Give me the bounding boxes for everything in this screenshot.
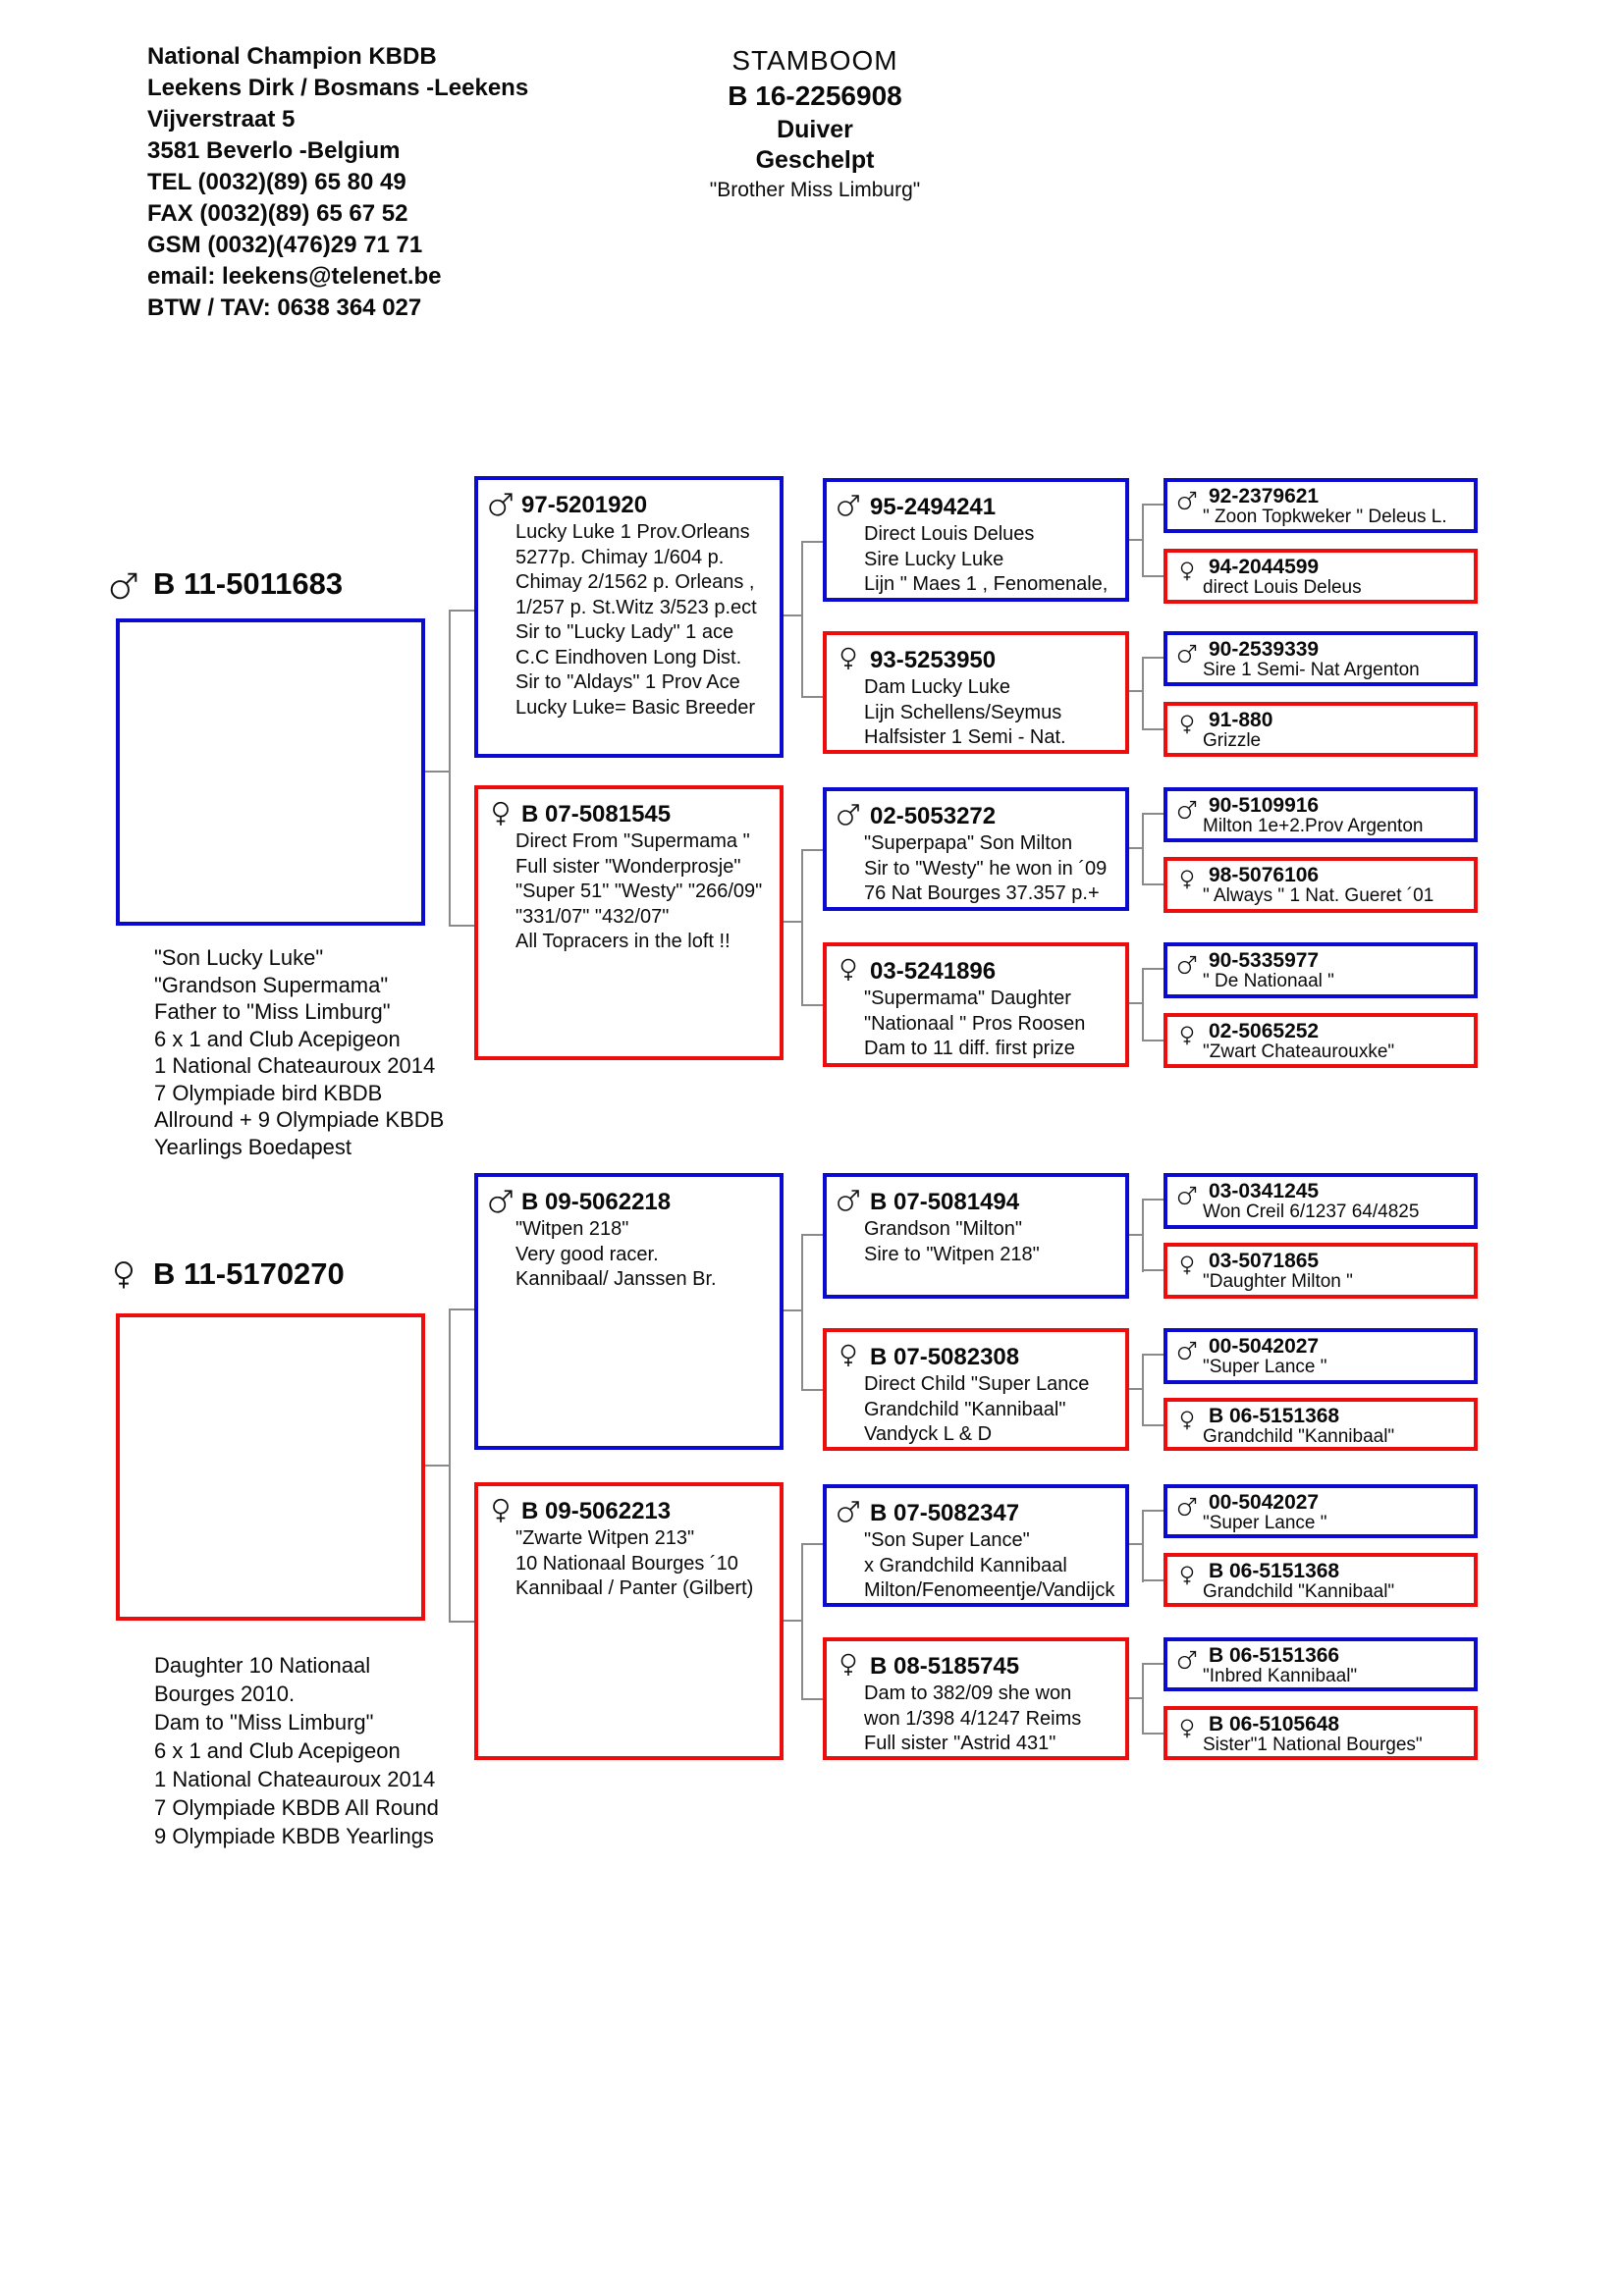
female-symbol-icon: [836, 957, 861, 988]
note-line: "Super Lance ": [1203, 1513, 1327, 1533]
note-line: Dam to 382/09 she won: [864, 1682, 1072, 1704]
document-title: STAMBOOM: [731, 45, 898, 76]
pedigree-box-ggp-8: [1163, 1013, 1478, 1068]
connector: [1142, 1663, 1163, 1665]
male-symbol-icon: [1176, 1340, 1198, 1366]
pedigree-box-ggp-15: [1163, 1637, 1478, 1691]
note-line: Yearlings Boedapest: [154, 1134, 352, 1159]
pedigree-box-grandparent-8: [823, 1637, 1129, 1760]
ring-number: B 09-5062213: [521, 1498, 672, 1524]
connector: [1142, 1510, 1144, 1582]
pedigree-box-grandparent-1: [823, 478, 1129, 602]
note-line: All Topracers in the loft !!: [515, 931, 730, 952]
note-line: Milton/Fenomeentje/Vandijck: [864, 1579, 1115, 1601]
note-line: 1 National Chateauroux 2014: [154, 1053, 436, 1078]
note-line: Daughter 10 Nationaal: [154, 1653, 371, 1678]
pedigree-box-sire-dam: [474, 785, 784, 1060]
note-line: 1 National Chateauroux 2014: [154, 1767, 436, 1791]
ring-number: 90-5335977: [1209, 949, 1320, 972]
connector: [1142, 657, 1163, 659]
note-line: Sire 1 Semi- Nat Argenton: [1203, 660, 1420, 680]
note-line: 76 Nat Bourges 37.357 p.+: [864, 882, 1100, 904]
note-line: "Nationaal " Pros Roosen: [864, 1012, 1086, 1035]
pedigree-box-grandparent-2: [823, 631, 1129, 754]
ring-number: 97-5201920: [521, 492, 648, 518]
male-symbol-icon: [1176, 799, 1198, 826]
connector: [425, 771, 451, 773]
connector: [1142, 504, 1144, 577]
note-line: "Son Lucky Luke": [154, 945, 324, 970]
ring-number: B 07-5081494: [870, 1189, 1020, 1215]
note-line: Sister"1 National Bourges": [1203, 1735, 1423, 1755]
note-line: Direct From "Supermama ": [515, 830, 750, 852]
ring-number: B 06-5151368: [1209, 1405, 1340, 1427]
connector: [1142, 968, 1163, 970]
connector: [1142, 1354, 1163, 1356]
note-line: "Witpen 218": [515, 1218, 629, 1240]
connector: [801, 1543, 803, 1700]
ring-number: 00-5042027: [1209, 1491, 1320, 1514]
connector: [1142, 1733, 1163, 1735]
note-line: Sir to "Aldays" 1 Prov Ace: [515, 671, 740, 693]
note-line: "Son Super Lance": [864, 1529, 1030, 1551]
ring-number: 90-5109916: [1209, 794, 1320, 817]
note-line: Bourges 2010.: [154, 1682, 296, 1706]
connector: [425, 1465, 451, 1467]
male-symbol-icon: [1176, 643, 1198, 669]
subject-sex-label: Duiver: [777, 116, 853, 143]
pedigree-box-ggp-13: [1163, 1484, 1478, 1538]
note-line: " Always " 1 Nat. Gueret ´01: [1203, 885, 1434, 906]
connector: [801, 1698, 823, 1700]
connector: [784, 614, 803, 616]
ring-number: 92-2379621: [1209, 485, 1320, 507]
female-symbol-icon: [836, 1343, 861, 1373]
ring-number: B 06-5105648: [1209, 1713, 1340, 1735]
note-line: 10 Nationaal Bourges ´10: [515, 1552, 738, 1575]
note-line: Sire to "Witpen 218": [864, 1243, 1040, 1265]
connector: [449, 610, 474, 612]
pedigree-box-ggp-14: [1163, 1553, 1478, 1607]
pedigree-box-grandparent-5: [823, 1173, 1129, 1299]
female-symbol-icon: [1176, 1025, 1198, 1051]
note-line: Sir to "Lucky Lady" 1 ace: [515, 621, 734, 643]
connector: [1142, 728, 1163, 730]
loft-header-line: GSM (0032)(476)29 71 71: [147, 232, 423, 258]
sire-photo-placeholder: [116, 618, 425, 926]
note-line: Dam Lucky Luke: [864, 676, 1010, 698]
connector: [449, 610, 451, 927]
loft-header-line: BTW / TAV: 0638 364 027: [147, 294, 422, 321]
female-symbol-icon: [836, 646, 861, 676]
ring-number: 91-880: [1209, 709, 1273, 731]
connector: [801, 1234, 823, 1236]
note-line: "Super 51" "Westy" "266/09": [515, 881, 763, 902]
note-line: won 1/398 4/1247 Reims: [864, 1707, 1082, 1730]
loft-header-line: National Champion KBDB: [147, 43, 437, 70]
sire-notes: [154, 944, 444, 1160]
loft-header-line: 3581 Beverlo -Belgium: [147, 137, 401, 164]
ring-number: 90-2539339: [1209, 638, 1320, 661]
female-symbol-icon: [1176, 869, 1198, 895]
note-line: Allround + 9 Olympiade KBDB: [154, 1107, 445, 1132]
ring-number: B 07-5081545: [521, 801, 672, 828]
connector: [1142, 1040, 1163, 1041]
note-line: "Daughter Milton ": [1203, 1271, 1353, 1292]
note-line: Direct Louis Delues: [864, 523, 1035, 545]
male-symbol-icon: [836, 1499, 861, 1529]
note-line: 9 Olympiade KBDB Yearlings: [154, 1824, 434, 1848]
note-line: "Grandson Supermama": [154, 972, 389, 997]
note-line: Direct Child "Super Lance: [864, 1373, 1090, 1395]
ring-number: 98-5076106: [1209, 864, 1320, 886]
female-symbol-icon: [108, 1259, 139, 1296]
note-line: Full sister "Wonderprosje": [515, 855, 741, 878]
dam-notes: [154, 1651, 439, 1850]
male-symbol-icon: [487, 491, 514, 523]
pedigree-box-ggp-1: [1163, 478, 1478, 533]
note-line: Grandchild "Kannibaal": [864, 1398, 1066, 1420]
loft-header: [147, 41, 528, 324]
pedigree-box-ggp-9: [1163, 1173, 1478, 1229]
loft-header-line: email: leekens@telenet.be: [147, 263, 442, 290]
connector: [801, 696, 823, 698]
ring-number: B 07-5082308: [870, 1344, 1020, 1370]
connector: [1142, 813, 1163, 815]
note-line: Lijn " Maes 1 , Fenomenale,: [864, 573, 1109, 595]
note-line: "Superpapa" Son Milton: [864, 832, 1073, 854]
connector: [1142, 1269, 1163, 1271]
female-symbol-icon: [1176, 1410, 1198, 1436]
male-symbol-icon: [487, 1188, 514, 1220]
note-line: 7 Olympiade KBDB All Round: [154, 1795, 439, 1820]
note-line: direct Louis Deleus: [1203, 577, 1362, 598]
note-line: 7 Olympiade bird KBDB: [154, 1080, 383, 1105]
note-line: "Zwarte Witpen 213": [515, 1527, 695, 1549]
note-line: Vandyck L & D: [864, 1423, 993, 1445]
sire-ring-number: B 11-5011683: [153, 566, 344, 601]
note-line: Full sister "Astrid 431": [864, 1733, 1056, 1754]
connector: [1142, 657, 1144, 730]
ring-number: 00-5042027: [1209, 1335, 1320, 1358]
connector: [1142, 813, 1144, 885]
pedigree-box-ggp-2: [1163, 549, 1478, 604]
connector: [801, 1004, 823, 1006]
note-line: "Supermama" Daughter: [864, 988, 1071, 1009]
male-symbol-icon: [1176, 490, 1198, 516]
pedigree-box-grandparent-7: [823, 1484, 1129, 1607]
note-line: "Super Lance ": [1203, 1357, 1327, 1377]
male-symbol-icon: [836, 493, 861, 523]
connector: [801, 1543, 823, 1545]
female-symbol-icon: [487, 800, 514, 832]
pedigree-box-sire-sire: [474, 476, 784, 758]
connector: [1142, 1424, 1163, 1426]
male-symbol-icon: [1176, 1496, 1198, 1522]
connector: [1142, 1199, 1163, 1201]
ring-number: 03-5241896: [870, 958, 997, 985]
loft-header-line: TEL (0032)(89) 65 80 49: [147, 169, 406, 195]
connector: [449, 1621, 474, 1623]
subject-color-label: Geschelpt: [755, 146, 875, 174]
ring-number: 02-5065252: [1209, 1020, 1320, 1042]
connector: [1142, 1354, 1144, 1426]
note-line: Sir to "Westy" he won in ´09: [864, 857, 1108, 880]
connector: [784, 921, 803, 923]
loft-header-line: Leekens Dirk / Bosmans -Leekens: [147, 75, 529, 101]
pedigree-box-dam-sire: [474, 1173, 784, 1450]
pedigree-box-grandparent-3: [823, 787, 1129, 911]
connector: [1142, 1663, 1144, 1735]
note-line: Halfsister 1 Semi - Nat.: [864, 726, 1066, 748]
female-symbol-icon: [1176, 1718, 1198, 1744]
female-symbol-icon: [836, 1652, 861, 1682]
note-line: "Inbred Kannibaal": [1203, 1666, 1358, 1686]
ring-number: B 09-5062218: [521, 1189, 672, 1215]
subject-ring-number: B 16-2256908: [728, 80, 902, 111]
pedigree-box-ggp-6: [1163, 857, 1478, 913]
note-line: " De Nationaal ": [1203, 971, 1334, 991]
note-line: Lucky Luke= Basic Breeder: [515, 696, 756, 719]
note-line: Kannibaal/ Janssen Br.: [515, 1268, 717, 1290]
connector: [801, 541, 803, 698]
pedigree-box-ggp-12: [1163, 1398, 1478, 1451]
connector: [784, 1309, 803, 1311]
note-line: Father to "Miss Limburg": [154, 999, 391, 1024]
connector: [1142, 1579, 1163, 1581]
pedigree-box-ggp-16: [1163, 1706, 1478, 1760]
female-symbol-icon: [487, 1497, 514, 1529]
ring-number: B 08-5185745: [870, 1653, 1020, 1680]
male-symbol-icon: [1176, 1649, 1198, 1676]
note-line: Grandchild "Kannibaal": [1203, 1426, 1395, 1447]
ring-number: B 06-5151366: [1209, 1644, 1340, 1667]
pedigree-box-ggp-3: [1163, 631, 1478, 686]
note-line: Milton 1e+2.Prov Argenton: [1203, 816, 1424, 836]
note-line: x Grandchild Kannibaal: [864, 1554, 1067, 1576]
connector: [449, 1308, 451, 1623]
female-symbol-icon: [1176, 1255, 1198, 1281]
connector: [801, 1389, 823, 1391]
male-symbol-icon: [1176, 1185, 1198, 1211]
pedigree-box-ggp-11: [1163, 1328, 1478, 1384]
pedigree-box-ggp-10: [1163, 1243, 1478, 1299]
note-line: Dam to "Miss Limburg": [154, 1710, 374, 1735]
note-line: " Zoon Topkweker " Deleus L.: [1203, 507, 1447, 527]
connector: [449, 925, 474, 927]
note-line: Very good racer.: [515, 1243, 659, 1265]
connector: [784, 1620, 803, 1622]
pedigree-box-grandparent-4: [823, 942, 1129, 1067]
note-line: Grizzle: [1203, 730, 1262, 751]
note-line: "Zwart Chateaurouxke": [1203, 1041, 1395, 1062]
note-line: Lijn Schellens/Seymus: [864, 701, 1062, 723]
connector: [801, 541, 823, 543]
ring-number: B 07-5082347: [870, 1500, 1020, 1526]
dam-ring-number: B 11-5170270: [153, 1256, 345, 1291]
connector: [1142, 1199, 1144, 1272]
note-line: 1/257 p. St.Witz 3/523 p.ect: [515, 596, 757, 618]
male-symbol-icon: [836, 802, 861, 832]
connector: [801, 1234, 803, 1391]
connector: [1142, 1510, 1163, 1512]
male-symbol-icon: [108, 570, 139, 607]
note-line: Sire Lucky Luke: [864, 548, 1004, 570]
connector: [801, 849, 823, 851]
pedigree-box-ggp-7: [1163, 942, 1478, 998]
ring-number: 03-0341245: [1209, 1180, 1320, 1202]
note-line: C.C Eindhoven Long Dist.: [515, 646, 742, 668]
subject-note: "Brother Miss Limburg": [709, 179, 921, 201]
ring-number: B 06-5151368: [1209, 1560, 1340, 1582]
pedigree-box-ggp-5: [1163, 787, 1478, 842]
note-line: 6 x 1 and Club Acepigeon: [154, 1738, 401, 1763]
ring-number: 03-5071865: [1209, 1250, 1320, 1272]
note-line: Chimay 2/1562 p. Orleans ,: [515, 571, 755, 593]
note-line: Won Creil 6/1237 64/4825: [1203, 1201, 1420, 1222]
ring-number: 02-5053272: [870, 803, 997, 829]
loft-header-line: Vijverstraat 5: [147, 106, 296, 133]
connector: [1142, 504, 1163, 506]
female-symbol-icon: [1176, 714, 1198, 740]
pedigree-box-ggp-4: [1163, 702, 1478, 757]
loft-header-line: FAX (0032)(89) 65 67 52: [147, 200, 408, 227]
ring-number: 93-5253950: [870, 647, 997, 673]
note-line: "331/07" "432/07": [515, 905, 670, 928]
female-symbol-icon: [1176, 561, 1198, 587]
connector: [1142, 883, 1163, 885]
male-symbol-icon: [1176, 954, 1198, 981]
female-symbol-icon: [1176, 1565, 1198, 1591]
ring-number: 94-2044599: [1209, 556, 1320, 578]
connector: [1142, 575, 1163, 577]
connector: [449, 1308, 474, 1310]
note-line: Grandson "Milton": [864, 1218, 1022, 1240]
male-symbol-icon: [836, 1188, 861, 1218]
connector: [801, 849, 803, 1006]
ring-number: 95-2494241: [870, 494, 997, 520]
note-line: Dam to 11 diff. first prize: [864, 1038, 1075, 1059]
note-line: Grandchild "Kannibaal": [1203, 1581, 1395, 1602]
note-line: Kannibaal / Panter (Gilbert): [515, 1577, 754, 1599]
pedigree-box-dam-dam: [474, 1482, 784, 1760]
connector: [1142, 968, 1144, 1041]
note-line: 6 x 1 and Club Acepigeon: [154, 1026, 401, 1051]
note-line: 5277p. Chimay 1/604 p.: [515, 546, 725, 568]
dam-photo-placeholder: [116, 1313, 425, 1621]
note-line: Lucky Luke 1 Prov.Orleans: [515, 521, 750, 543]
pedigree-box-grandparent-6: [823, 1328, 1129, 1451]
